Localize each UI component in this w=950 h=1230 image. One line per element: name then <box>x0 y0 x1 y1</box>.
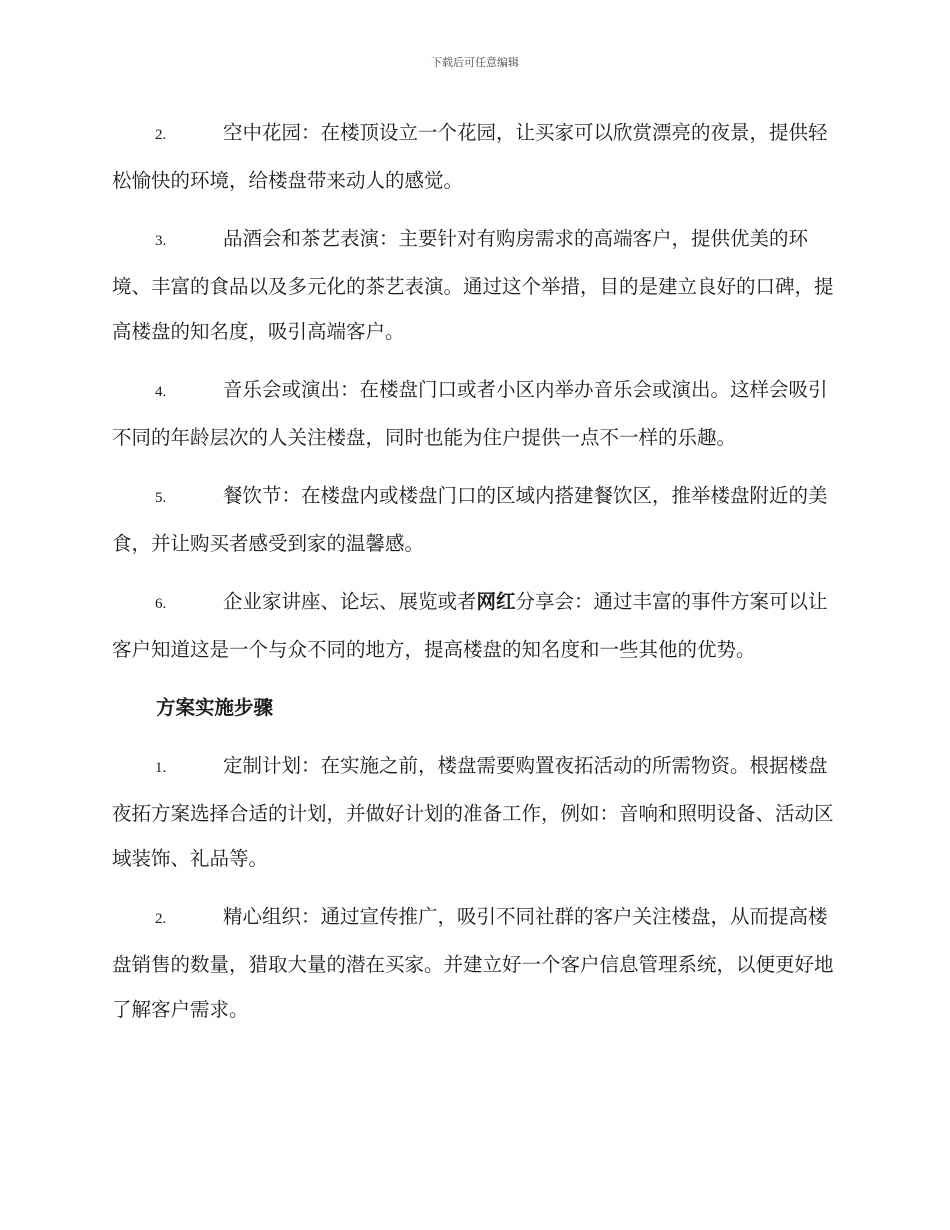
list-item-number: 5. <box>155 490 167 506</box>
page-header: 下载后可任意编辑 <box>431 56 519 69</box>
list-item <box>112 579 836 672</box>
list-item-number: 2. <box>155 127 167 143</box>
list-item-bold-term: 网红 <box>476 590 516 613</box>
list-item-text: 品酒会和茶艺表演：主要针对有购房需求的高端客户，提供优美的环境、丰富的食品以及多元化的茶艺表演。通过这个举措，目的是建立良好的口碑，提高楼盘的知名度，吸引高端客户。 <box>112 227 834 343</box>
list-item-number: 3. <box>155 233 167 249</box>
list-item-text: 空中花园：在楼顶设立一个花园，让买家可以欣赏漂亮的夜景，提供轻松愉快的环境，给楼盘带来动人的感觉。 <box>112 121 828 192</box>
list-item <box>112 110 836 203</box>
list-item <box>112 743 836 881</box>
list-item-text: 音乐会或演出：在楼盘门口或者小区内举办音乐会或演出。这样会吸引不同的年龄层次的人关注楼盘，同时也能为住户提供一点不一样的乐趣。 <box>112 378 828 449</box>
list-item-text: 精心组织：通过宣传推广，吸引不同社群的客户关注楼盘，从而提高楼盘销售的数量，猎取大量的潜在买家。并建立好一个客户信息管理系统，以便更好地了解客户需求。 <box>112 905 834 1021</box>
list-item-number: 6. <box>155 596 167 612</box>
document-body <box>112 110 836 1045</box>
list-item <box>112 367 836 460</box>
list-item-number: 1. <box>155 760 167 776</box>
list-item-text: 餐饮节：在楼盘内或楼盘门口的区域内搭建餐饮区，推举楼盘附近的美食，并让购买者感受到家的温馨感。 <box>112 484 828 555</box>
list-item-text-before: 企业家讲座、论坛、展览或者 <box>223 590 477 613</box>
list-item-number: 4. <box>155 384 167 400</box>
list-item <box>112 894 836 1032</box>
list-item-text-after: 分享会：通过丰富的事件方案可以让客户知道这是一个与众不同的地方，提高楼盘的知名度和一些其他的优势。 <box>112 590 828 661</box>
list-item-number: 2. <box>155 911 167 927</box>
list-item <box>112 473 836 566</box>
list-item <box>112 216 836 354</box>
list-item-text: 定制计划：在实施之前，楼盘需要购置夜拓活动的所需物资。根据楼盘夜拓方案选择合适的计划，并做好计划的准备工作，例如：音响和照明设备、活动区域装饰、礼品等。 <box>112 754 834 870</box>
section-heading: 方案实施步骤 <box>156 696 274 719</box>
